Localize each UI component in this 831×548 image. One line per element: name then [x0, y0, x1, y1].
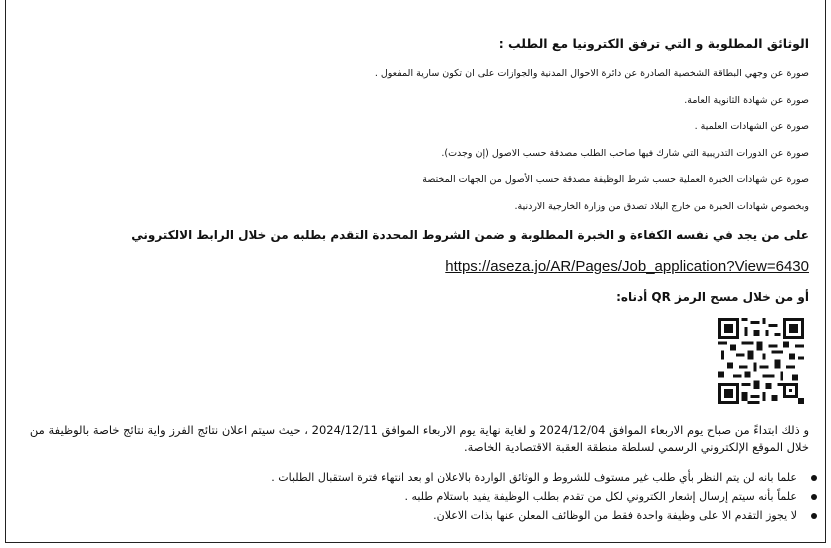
document-item-1: صورة عن وجهي البطاقة الشخصية الصادرة عن دائرة الاحوال المدنية والجوازات على ان تكون سارية المفعول .	[374, 68, 809, 79]
document-item-4: صورة عن الدورات التدريبية التي شارك فيها صاحب الطلب مصدقة حسب الاصول (إن وجدت).	[441, 148, 809, 159]
document-item-3: صورة عن الشهادات العلمية .	[694, 121, 809, 132]
document-item-2: صورة عن شهادة الثانوية العامة.	[684, 95, 809, 106]
bullet-icon	[811, 513, 817, 519]
list-item: علماً بأنه سيتم إرسال إشعار الكتروني لكل من تقدم بطلب الوظيفة يفيد باستلام طلبه .	[17, 487, 817, 506]
document-item-5: صورة عن شهادات الخبرة العملية حسب شرط الوظيفة مصدقة حسب الأصول من الجهات المختصة	[422, 174, 809, 185]
documents-heading: الوثائق المطلوبة و التي ترفق الكترونيا مع الطلب :	[498, 36, 809, 51]
application-link[interactable]: https://aseza.jo/AR/Pages/Job_application?View=6430	[445, 258, 809, 275]
list-item: لا يجوز التقدم الا على وظيفة واحدة فقط من الوظائف المعلن عنها بذات الاعلان.	[17, 506, 817, 525]
list-item: علما بانه لن يتم النظر بأي طلب غير مستوف للشروط و الوثائق الواردة بالاعلان او بعد انتهاء فترة استقبال الطلبات .	[17, 468, 817, 487]
apply-instruction: على من يجد في نفسه الكفاءة و الخبرة المطلوبة و ضمن الشروط المحددة التقدم بطلبه من خلال الرابط الالكتروني	[131, 228, 809, 242]
bullet-icon	[811, 475, 817, 481]
document-item-6: وبخصوص شهادات الخبرة من خارج البلاد تصدق من وزارة الخارجية الاردنية.	[514, 201, 809, 212]
dates-paragraph: و ذلك ابتداءً من صباح يوم الاربعاء الموافق 2024/12/04 و لغاية نهاية يوم الاربعاء الموافق 2024/12/11 ، حيث سيتم اعلان نتائج الفرز واية نتائج خاصة بالوظيفة من خلال الموقع الإلكتروني الرسمي لسلطة منطقة العقبة الاقتصادية الخاصة.	[29, 423, 809, 454]
qr-code-image[interactable]	[718, 318, 804, 404]
notes-list	[17, 468, 817, 525]
bullet-icon	[811, 494, 817, 500]
qr-instruction: أو من خلال مسح الرمز QR أدناه:	[616, 290, 809, 304]
